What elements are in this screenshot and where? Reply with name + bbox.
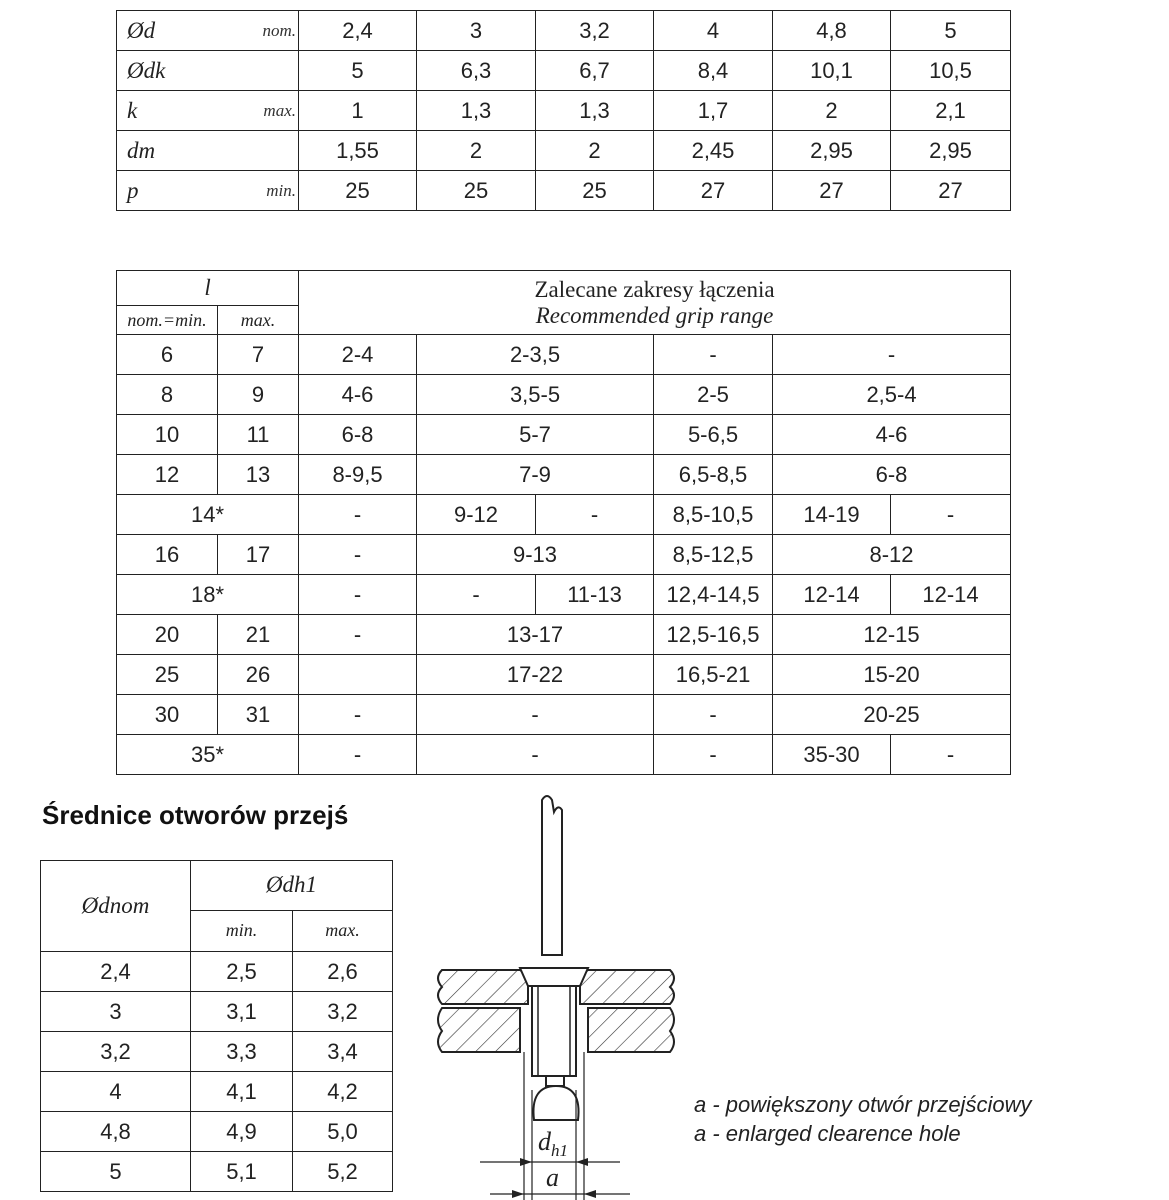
grip-cell: - (299, 575, 417, 615)
length-cell: 18* (117, 575, 299, 615)
grip-cell: 6,5-8,5 (654, 455, 773, 495)
max-cell: 3,2 (293, 992, 393, 1032)
grip-cell: 2-5 (654, 375, 773, 415)
grip-cell: 11-13 (536, 575, 654, 615)
value-cell: 25 (417, 171, 536, 211)
grip-cell: 8,5-10,5 (654, 495, 773, 535)
min-cell: 3,3 (191, 1032, 293, 1072)
grip-cell: - (417, 695, 654, 735)
min-cell: 4,9 (191, 1112, 293, 1152)
grip-cell: - (654, 695, 773, 735)
symbol-cell: k max. (117, 91, 299, 131)
table-row (117, 335, 1011, 375)
max-cell: 31 (218, 695, 299, 735)
grip-cell (299, 655, 417, 695)
table-row (117, 375, 1011, 415)
grip-cell: - (891, 735, 1011, 775)
value-cell: 2,45 (654, 131, 773, 171)
dnom-cell: 3,2 (41, 1032, 191, 1072)
length-cell: 14* (117, 495, 299, 535)
max-cell: 21 (218, 615, 299, 655)
label-a: a (546, 1163, 559, 1192)
grip-cell: 12-14 (891, 575, 1011, 615)
symbol-cell: dm (117, 131, 299, 171)
grip-cell: 8-9,5 (299, 455, 417, 495)
grip-cell: 12-15 (773, 615, 1011, 655)
header-row (117, 271, 1011, 306)
rivet-body (520, 968, 588, 1076)
dnom-cell: 4 (41, 1072, 191, 1112)
length-header: l (117, 271, 299, 306)
grip-cell: 5-7 (417, 415, 654, 455)
legend-line-en: a - enlarged clearence hole (694, 1121, 961, 1146)
min-cell: 4,1 (191, 1072, 293, 1112)
max-cell: 9 (218, 375, 299, 415)
grip-cell: 6-8 (299, 415, 417, 455)
mandrel-head (533, 1076, 578, 1120)
symbol-cell: p min. (117, 171, 299, 211)
dnom-cell: 4,8 (41, 1112, 191, 1152)
value-cell: 10,1 (773, 51, 891, 91)
nom-cell: 20 (117, 615, 218, 655)
dnom-cell: 3 (41, 992, 191, 1032)
table-row (117, 495, 1011, 535)
table-row (117, 535, 1011, 575)
col-max: max. (293, 910, 393, 951)
table-row (117, 131, 1011, 171)
value-cell: 1,3 (536, 91, 654, 131)
grip-cell: 4-6 (299, 375, 417, 415)
grip-cell: 8-12 (773, 535, 1011, 575)
grip-cell: - (417, 575, 536, 615)
section-title: Średnice otworów przejś (42, 800, 349, 830)
grip-cell: 35-30 (773, 735, 891, 775)
value-cell: 2,95 (773, 131, 891, 171)
max-cell: 7 (218, 335, 299, 375)
nom-cell: 12 (117, 455, 218, 495)
grip-cell: 12,4-14,5 (654, 575, 773, 615)
label-dh1: $d_{h1}$ (538, 1127, 568, 1160)
grip-cell: 2,5-4 (773, 375, 1011, 415)
grip-cell: - (299, 695, 417, 735)
grip-cell: 20-25 (773, 695, 1011, 735)
max-cell: 26 (218, 655, 299, 695)
grip-cell: 5-6,5 (654, 415, 773, 455)
max-cell: 3,4 (293, 1032, 393, 1072)
mandrel (542, 796, 562, 955)
grip-cell: - (654, 735, 773, 775)
table-row (41, 1032, 393, 1072)
grip-cell: 8,5-12,5 (654, 535, 773, 575)
table-row (117, 575, 1011, 615)
nom-cell: 30 (117, 695, 218, 735)
rivet-cross-section-diagram (420, 790, 680, 1200)
table-row (117, 735, 1011, 775)
grip-cell: - (536, 495, 654, 535)
value-cell: 2,4 (299, 11, 417, 51)
col-dh1: Ødh1 (191, 861, 393, 911)
grip-range-header-pl: Zalecane zakresy łączenia (534, 276, 775, 302)
max-cell: 2,6 (293, 952, 393, 992)
dnom-cell: 2,4 (41, 952, 191, 992)
grip-cell: - (299, 735, 417, 775)
grip-cell: 4-6 (773, 415, 1011, 455)
table-row (117, 171, 1011, 211)
min-cell: 5,1 (191, 1152, 293, 1192)
nom-cell: 6 (117, 335, 218, 375)
table-row (41, 1112, 393, 1152)
value-cell: 4 (654, 11, 773, 51)
col-min: min. (191, 910, 293, 951)
nom-cell: 10 (117, 415, 218, 455)
legend-line-pl: a - powiększony otwór przejściowy (694, 1092, 1032, 1117)
value-cell: 2,1 (891, 91, 1011, 131)
grip-cell: 16,5-21 (654, 655, 773, 695)
max-cell: 13 (218, 455, 299, 495)
value-cell: 2 (536, 131, 654, 171)
table-row (117, 615, 1011, 655)
col-dnom: Ødnom (41, 861, 191, 952)
min-cell: 3,1 (191, 992, 293, 1032)
length-cell: 35* (117, 735, 299, 775)
grip-cell: 12-14 (773, 575, 891, 615)
value-cell: 8,4 (654, 51, 773, 91)
min-cell: 2,5 (191, 952, 293, 992)
table-row (41, 1152, 393, 1192)
grip-cell: 9-12 (417, 495, 536, 535)
value-cell: 2,95 (891, 131, 1011, 171)
grip-cell: 2-3,5 (417, 335, 654, 375)
max-cell: 5,2 (293, 1152, 393, 1192)
value-cell: 27 (773, 171, 891, 211)
grip-range-header (299, 271, 1011, 335)
value-cell: 25 (536, 171, 654, 211)
nom-cell: 25 (117, 655, 218, 695)
grip-cell: - (891, 495, 1011, 535)
header-row (41, 861, 393, 911)
value-cell: 3,2 (536, 11, 654, 51)
grip-range-table (116, 270, 1011, 775)
grip-range-header-en: Recommended grip range (535, 302, 774, 328)
value-cell: 10,5 (891, 51, 1011, 91)
grip-cell: 2-4 (299, 335, 417, 375)
max-cell: 17 (218, 535, 299, 575)
table-row (117, 91, 1011, 131)
max-cell: 4,2 (293, 1072, 393, 1112)
symbol-cell: Ød nom. (117, 11, 299, 51)
grip-cell: 14-19 (773, 495, 891, 535)
table-row (41, 952, 393, 992)
dnom-cell: 5 (41, 1152, 191, 1192)
value-cell: 5 (891, 11, 1011, 51)
table-row (117, 695, 1011, 735)
grip-cell: 3,5-5 (417, 375, 654, 415)
grip-cell: - (773, 335, 1011, 375)
table-row (41, 1072, 393, 1112)
grip-cell: 17-22 (417, 655, 654, 695)
value-cell: 2 (417, 131, 536, 171)
grip-cell: 15-20 (773, 655, 1011, 695)
dimensions-table (116, 10, 1011, 211)
value-cell: 6,7 (536, 51, 654, 91)
symbol-cell: Ødk (117, 51, 299, 91)
hole-diameter-table (40, 860, 393, 1192)
grip-cell: 13-17 (417, 615, 654, 655)
table-row (117, 455, 1011, 495)
value-cell: 5 (299, 51, 417, 91)
table-row (117, 655, 1011, 695)
table-row (117, 415, 1011, 455)
value-cell: 4,8 (773, 11, 891, 51)
table-row (117, 11, 1011, 51)
table-row (41, 992, 393, 1032)
value-cell: 27 (654, 171, 773, 211)
value-cell: 2 (773, 91, 891, 131)
max-cell: 5,0 (293, 1112, 393, 1152)
value-cell: 1 (299, 91, 417, 131)
legend (694, 1090, 1031, 1148)
grip-cell: 6-8 (773, 455, 1011, 495)
value-cell: 3 (417, 11, 536, 51)
grip-cell: - (299, 495, 417, 535)
value-cell: 1,3 (417, 91, 536, 131)
grip-cell: - (299, 615, 417, 655)
grip-cell: 12,5-16,5 (654, 615, 773, 655)
value-cell: 6,3 (417, 51, 536, 91)
grip-cell: - (654, 335, 773, 375)
value-cell: 25 (299, 171, 417, 211)
nom-cell: 16 (117, 535, 218, 575)
col-max: max. (218, 306, 299, 335)
value-cell: 1,7 (654, 91, 773, 131)
col-nom-min: nom.=min. (117, 306, 218, 335)
value-cell: 1,55 (299, 131, 417, 171)
grip-cell: 7-9 (417, 455, 654, 495)
grip-cell: - (417, 735, 654, 775)
table-row (117, 51, 1011, 91)
grip-cell: - (299, 535, 417, 575)
nom-cell: 8 (117, 375, 218, 415)
grip-cell: 9-13 (417, 535, 654, 575)
value-cell: 27 (891, 171, 1011, 211)
max-cell: 11 (218, 415, 299, 455)
